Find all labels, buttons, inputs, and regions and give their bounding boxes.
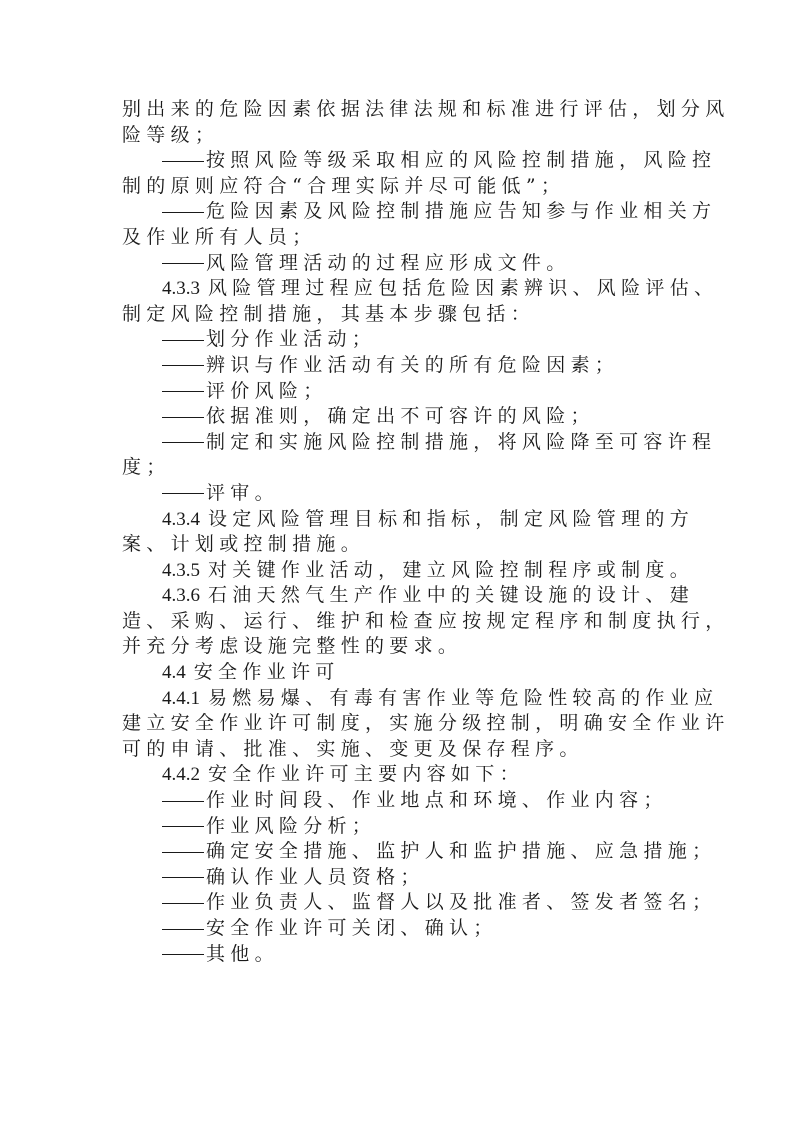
- text-line: [122, 737, 658, 763]
- list-item: [122, 814, 658, 840]
- em-dash-bullet-icon: [162, 430, 206, 456]
- list-item-text: 依据准则，确定出不可容许的风险；: [206, 405, 595, 428]
- clause-number: 4.4.1: [162, 687, 200, 709]
- em-dash-bullet-icon: [162, 148, 206, 174]
- em-dash-bullet-icon: [162, 251, 206, 277]
- list-item: [122, 353, 658, 379]
- list-item-text: 评审。: [206, 481, 279, 504]
- clause-text: 设定风险管理目标和指标，制定风险管理的方: [208, 507, 695, 530]
- text-line: [122, 174, 658, 200]
- line-text: 制定风险控制措施，其基本步骤包括：: [122, 302, 536, 325]
- clause-number: 4.3.5: [162, 559, 200, 581]
- text-line: [122, 225, 658, 251]
- text-line: [122, 634, 658, 660]
- list-item: [122, 839, 717, 865]
- list-item-text: 作业时间段、作业地点和环境、作业内容；: [206, 789, 668, 812]
- line-text: 制的原则应符合“合理实际并尽可能低”；: [122, 174, 566, 197]
- list-item: [122, 890, 717, 916]
- clause-heading: [122, 558, 695, 584]
- list-item-text: 确定安全措施、监护人和监护措施、应急措施；: [206, 840, 717, 863]
- clause-heading: [122, 583, 695, 609]
- clause-heading: [122, 660, 658, 686]
- em-dash-bullet-icon: [162, 353, 206, 379]
- list-item: [122, 916, 658, 942]
- list-item: [122, 430, 717, 456]
- clause-text: 易燃易爆、有毒有害作业等危险性较高的作业应: [208, 686, 719, 709]
- list-item: [122, 404, 658, 430]
- clause-number: 4.3.6: [162, 585, 200, 607]
- em-dash-bullet-icon: [162, 814, 206, 840]
- clause-heading: [122, 507, 695, 533]
- em-dash-bullet-icon: [162, 839, 206, 865]
- clause-text: 安全作业许可: [193, 661, 340, 684]
- text-line: [122, 609, 730, 635]
- em-dash-bullet-icon: [162, 865, 206, 891]
- line-text: 及作业所有人员；: [122, 225, 317, 248]
- clause-text: 对关键作业活动，建立风险控制程序或制度。: [208, 558, 695, 581]
- text-line: [122, 123, 658, 149]
- em-dash-bullet-icon: [162, 788, 206, 814]
- list-item: [122, 379, 658, 405]
- list-item-text: 危险因素及风险控制措施应告知参与作业相关方: [206, 200, 717, 223]
- clause-text: 安全作业许可主要内容如下：: [208, 763, 524, 786]
- clause-heading: [122, 686, 719, 712]
- clause-number: 4.3.4: [162, 508, 200, 530]
- line-text: 建立安全作业许可制度，实施分级控制，明确安全作业许: [122, 712, 730, 735]
- list-item: [122, 942, 658, 968]
- list-item-text: 评价风险；: [206, 379, 328, 402]
- line-text: 可的申请、批准、实施、变更及保存程序。: [122, 737, 584, 760]
- line-text: 并充分考虑设施完整性的要求。: [122, 635, 463, 658]
- em-dash-bullet-icon: [162, 916, 206, 942]
- clause-heading: [122, 276, 719, 302]
- em-dash-bullet-icon: [162, 404, 206, 430]
- list-item-text: 作业风险分析；: [206, 814, 377, 837]
- list-item-text: 按照风险等级采取相应的风险控制措施，风险控: [206, 149, 717, 172]
- clause-text: 石油天然气生产作业中的关键设施的设计、建: [208, 584, 695, 607]
- text-line: [122, 455, 658, 481]
- list-item: [122, 327, 658, 353]
- line-text: 别出来的危险因素依据法律法规和标准进行评估，划分风: [122, 98, 730, 120]
- list-item-text: 其他。: [206, 942, 279, 965]
- list-item: [122, 481, 658, 507]
- list-item-text: 制定和实施风险控制措施，将风险降至可容许程: [206, 430, 717, 453]
- list-item-text: 风险管理活动的过程应形成文件。: [206, 251, 571, 274]
- em-dash-bullet-icon: [162, 379, 206, 405]
- list-item: [122, 148, 717, 174]
- clause-text: 风险管理过程应包括危险因素辨识、风险评估、: [208, 277, 719, 300]
- line-text: 度；: [122, 456, 171, 479]
- clause-number: 4.4.2: [162, 764, 200, 786]
- list-item: [122, 865, 658, 891]
- list-item-text: 确认作业人员资格；: [206, 865, 425, 888]
- text-line: [122, 97, 730, 123]
- clause-heading: [122, 762, 658, 788]
- clause-number: 4.4: [162, 662, 186, 684]
- list-item: [122, 788, 668, 814]
- em-dash-bullet-icon: [162, 481, 206, 507]
- clause-number: 4.3.3: [162, 278, 200, 300]
- text-line: [122, 302, 658, 328]
- list-item: [122, 199, 717, 225]
- list-item-text: 安全作业许可关闭、确认；: [206, 917, 498, 939]
- list-item-text: 划分作业活动；: [206, 328, 377, 351]
- list-item-text: 作业负责人、监督人以及批准者、签发者签名；: [206, 891, 717, 914]
- em-dash-bullet-icon: [162, 199, 206, 225]
- document-page: [122, 97, 730, 967]
- list-item-text: 辨识与作业活动有关的所有危险因素；: [206, 353, 620, 376]
- em-dash-bullet-icon: [162, 890, 206, 916]
- line-text: 造、采购、运行、维护和检查应按规定程序和制度执行，: [122, 609, 730, 632]
- em-dash-bullet-icon: [162, 942, 206, 968]
- line-text: 案、计划或控制措施。: [122, 533, 366, 556]
- em-dash-bullet-icon: [162, 327, 206, 353]
- list-item: [122, 251, 658, 277]
- text-line: [122, 532, 658, 558]
- text-line: [122, 711, 730, 737]
- line-text: 险等级；: [122, 123, 220, 146]
